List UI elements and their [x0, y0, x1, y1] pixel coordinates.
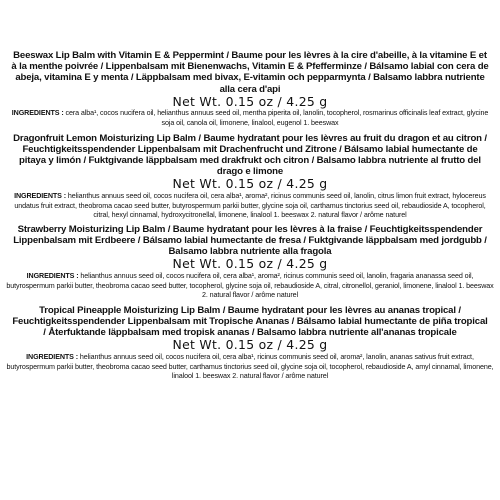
net-weight: Net Wt. 0.15 oz / 4.25 g [172, 93, 328, 109]
net-weight: Net Wt. 0.15 oz / 4.25 g [172, 256, 328, 272]
ingredients-label: INGREDIENTS : [14, 192, 66, 200]
product-title: Tropical Pineapple Moisturizing Lip Balm / Baume hydratant pour les lèvres au ananas tropical / Feuchtigkeitsspendender Lippenbalsam mit Tropische Ananas / Bálsamo labial humectante de piña tropical / Återfuktande läppbalsam med tropisk ananas / Balsamo labbra nutriente all'ananas tropicale [12, 304, 488, 339]
ingredients-block [6, 272, 494, 301]
product-section-tropical-pineapple [6, 305, 494, 382]
product-title: Dragonfruit Lemon Moisturizing Lip Balm / Baume hydratant pour les lèvres au fruit du dragon et au citron / Feuchtigkeitsspendender Lippenbalsam mit Drachenfrucht und Zitrone / Bálsamo labial humectante de pitaya y limón / Fuktgivande läppbalsam med drakfrukt och citron / Balsamo labbra nutriente al frutto del drago e limone [13, 132, 487, 178]
product-section-strawberry [6, 224, 494, 301]
ingredients-label: INGREDIENTS : [11, 109, 64, 118]
net-weight: Net Wt. 0.15 oz / 4.25 g [172, 337, 328, 353]
ingredients-list: helianthus annuus seed oil, cocos nucifera oil, cera alba¹, aroma², ricinus communis seed oil, lanolin, fragaria ananassa seed oil, butyrospermum parkii butter, theobroma cacao seed butter, tocopherol, glycine soja oil, rebaudioside A, citral, citronellol, geraniol, limonene, linalool 1. beeswax 2. natural flavor / arôme naturel [6, 271, 494, 300]
ingredients-block [6, 192, 494, 221]
ingredients-block [6, 109, 494, 128]
ingredients-block [6, 353, 494, 382]
product-section-dragonfruit-lemon [6, 133, 494, 221]
product-title: Strawberry Moisturizing Lip Balm / Baume hydratant pour les lèvres à la fraise / Feuchtigkeitsspendender Lippenbalsam mit Erdbeere / Bálsamo labial humectante de fresa / Fuktgivande läppbalsam med jordgubb / Balsamo labbra nutriente alla fragola [13, 223, 487, 258]
ingredients-list: helianthus annuus seed oil, cocos nucifera oil, cera alba¹, aroma², ricinus communis seed oil, lanolin, citrus limon fruit extract, hylocereus undatus fruit extract, theobroma cacao seed butter, butyrospermum parkii butter, glycine soja oil, carthamus tinctorius seed oil, rebaudioside A, tocopherol, citral, hexyl cinnamal, hydroxycitronellal, limonene, linalool 1. beeswax 2. natural flavor / arôme naturel [14, 192, 486, 220]
product-title: Beeswax Lip Balm with Vitamin E & Peppermint / Baume pour les lèvres à la cire d'abeille, à la vitamine E et à la menthe poivrée / Lippenbalsam mit Bienenwachs, Vitamin E & Pfefferminze / Bálsamo labial con cera de abeja, vitamina E y menta / Läppbalsam med bivax, E-vitamin och pepparmynta / Balsamo labbra nutriente alla cera d'api [11, 50, 489, 95]
net-weight: Net Wt. 0.15 oz / 4.25 g [172, 176, 328, 192]
ingredients-label: INGREDIENTS : [26, 271, 79, 280]
ingredients-label: INGREDIENTS : [26, 352, 79, 361]
ingredients-list: cera alba¹, cocos nucifera oil, helianthus annuus seed oil, mentha piperita oil, lanolin, tocopherol, rosmarinus officinalis leaf extract, glycine soja oil, canola oil, limonene, linalool, eugenol 1. beeswax [65, 109, 489, 127]
ingredients-list: helianthus annuus seed oil, cocos nucifera oil, cera alba¹, ricinus communis seed oil, aroma², lanolin, ananas sativus fruit extract, butyrospermum parkii butter, theobroma cacao seed butter, carthamus tinctorius seed oil, glycine soja oil, tocopherol, rebaudioside A, amyl cinnamal, limonene, linalool 1. beeswax 2. natural flavor / arôme naturel [6, 352, 494, 381]
product-section-beeswax [6, 50, 494, 129]
